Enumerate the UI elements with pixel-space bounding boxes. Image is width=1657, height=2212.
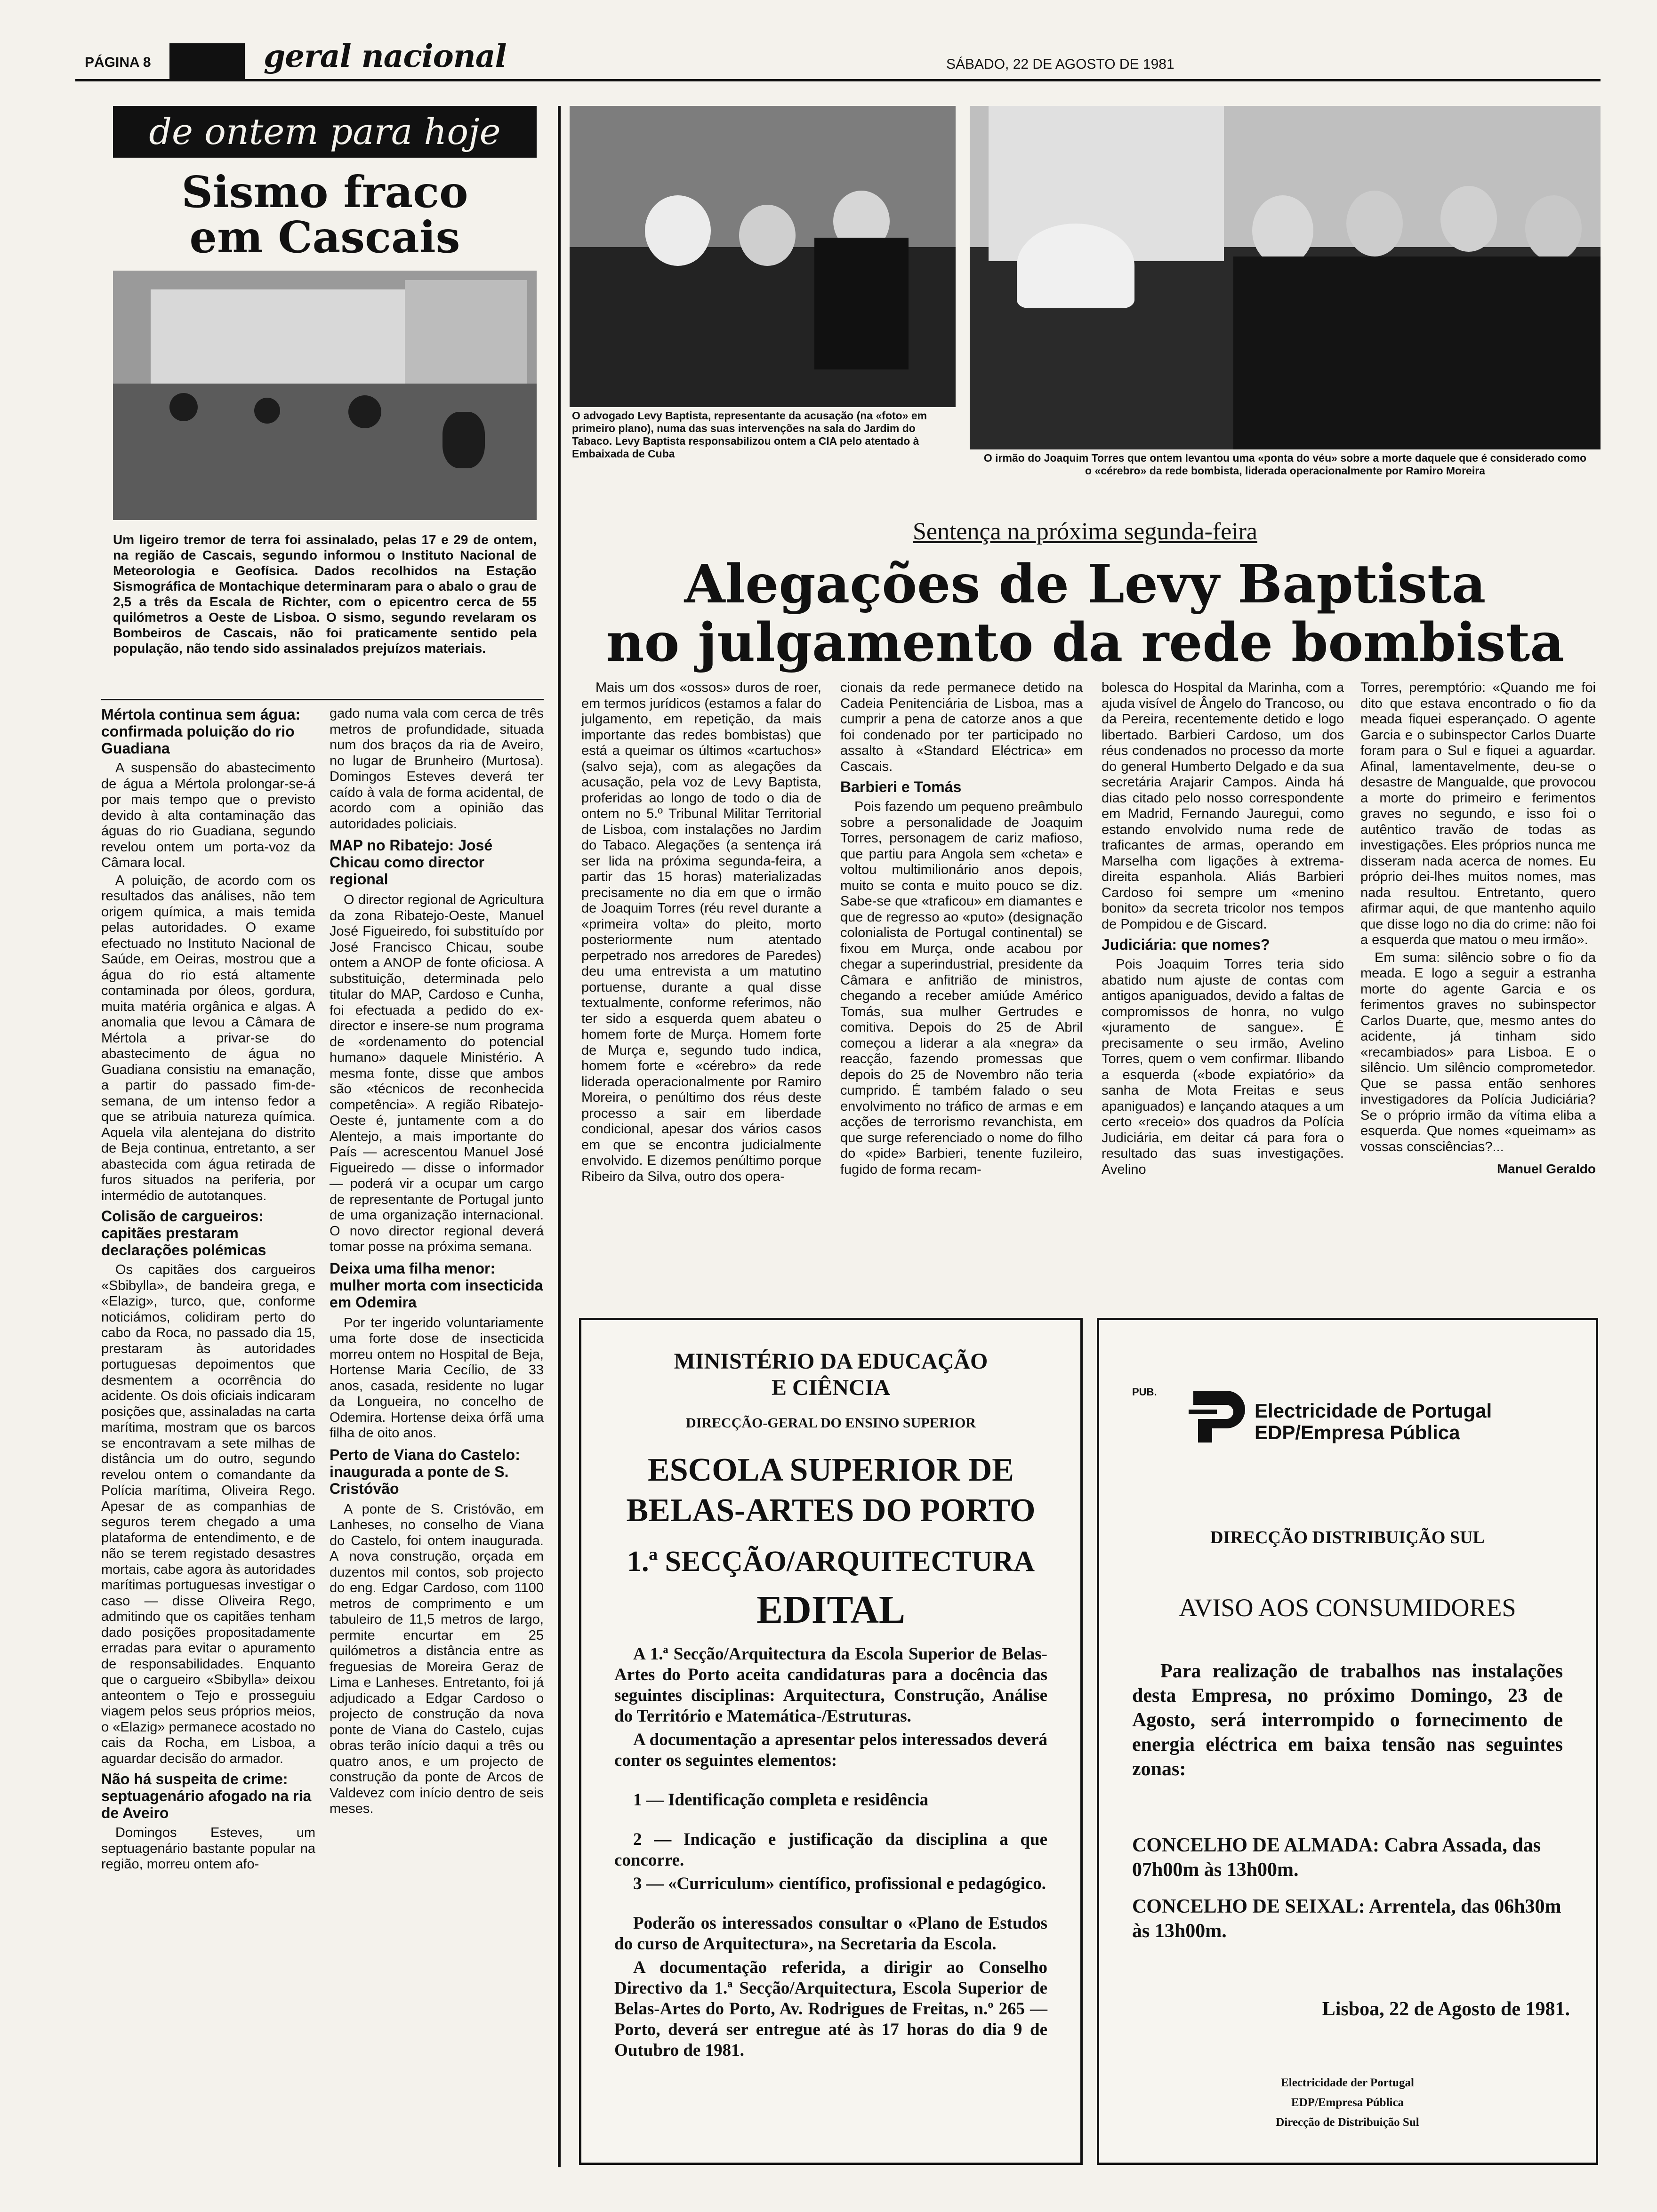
levy-col-3-top — [1102, 680, 1344, 932]
levy-col-3a: bolesca do Hospital da Marinha, com a ajuda visível de Ângelo do Trancoso, ou da Pereira, recentemente detido e logo libertado. Barbieri Cardoso, um dos réus condenados no processo da morte do general Humberto Delgado e da sua secretária Arajarir Campos. Ainda há dias citado pelo nosso correspondente em Madrid, Fernando Jauregui, como estando envolvido numa rede de traficantes de armas, operando em Marselha com ligações à extrema-direita espanhola. Aliás Barbieri Cardoso foi sempre um «menino bonito» da secreta tricolor nos tempos de Pompidou e de Giscard. — [1102, 680, 1344, 932]
levy-col-4a: Torres, peremptório: «Quando me foi dito que estava encontrado o fio da meada fiquei esperançado. O agente Garcia e o subinspector Carlos Duarte foram para o Sul e fiquei a aguardar. Afinal, lamentavelmente, deu-se o desastre de Mangualde, que provocou a morte do primeiro e ferimentos graves no segundo, e isso foi o autêntico travão de todas as investigações. Eles próprios nunca me disseram nada acerca de nomes. Eu próprio dei-lhes muitos nomes, mas nada resultou. Entretanto, quero afirmar aqui, de que mantenho aquilo que disse logo no dia do crime: não foi a esquerda que matou o meu irmão». — [1360, 680, 1596, 947]
ad-belas-artes — [579, 1318, 1083, 2165]
ad2-pub-label: PUB. — [1132, 1386, 1157, 1398]
column-banner-text: de ontem para hoje — [149, 111, 501, 152]
levy-col-2-bottom — [840, 799, 1083, 1178]
levy-col-2b: Pois fazendo um pequeno preâmbulo sobre a personalidade de Joaquim Torres, personagem de cariz mafioso, que partiu para Angola sem «cheta» e voltou multimilionário anos depois, muito se conta e muito pouco se diz. Sabe-se que «traficou» em diamantes e que de regresso ao «puto» (designação colonialista de Portugal continental) se fixou em Murça, onde acabou por chegar a superindustrial, presidente da Câmara e anfitrião de ministros, chegando a receber amiúde Américo Tomás, sua mulher Gertrudes e comitiva. Depois do 25 de Abril começou a liderar a ala «negra» da reacção, fazendo promessas que depois do 25 de Novembro não teria cumprido. É também falado o seu envolvimento no tráfico de armas e em acções de terrorismo revanchista, em que surge referenciado o nome do filho do «pide» Barbieri, tenente fuzileiro, fugido de forma recam- — [840, 799, 1083, 1177]
mertola-p1: A suspensão do abastecimento de água a Mértola prolongar-se-á por mais tempo que o previsto devido à alta contaminação das águas do rio Guadiana, segundo revelou ontem um porta-voz da Câmara local. — [101, 761, 315, 870]
middle-column — [330, 706, 544, 1819]
column-banner — [113, 106, 537, 158]
left-column — [101, 706, 315, 1875]
sismo-title-2: em Cascais — [189, 212, 460, 263]
edp-logo-icon — [1189, 1386, 1245, 1447]
ad1-p1: A 1.ª Secção/Arquitectura da Escola Superior de Belas-Artes do Porto aceita candidaturas para a docência das seguintes disciplinas: Arquitectura, Construção, Análise do Território e Matemática-/Estruturas. — [614, 1644, 1047, 1726]
header-rule — [75, 79, 1601, 81]
levy-col-2a: cionais da rede permanece detido na Cadeia Penitenciária de Lisboa, mas a cumprir a pena de catorze anos a que foi condenado por ter participado no assalto à «Standard Eléctrica» em Cascais. — [840, 680, 1083, 774]
levy-col-3-bottom — [1102, 957, 1344, 1178]
viana-p1: A ponte de S. Cristóvão, em Lanheses, no conselho de Viana do Castelo, foi ontem inaugurada. A nova construção, orçada em duzentos mil contos, sob projecto do eng. Edgar Cardoso, com 1100 metros de comprimento e um tabuleiro de 11,5 metros de largo, permite encurtar em 25 quilómetros a distância entre as freguesias de Moreira Geraz de Lima e Lanheses. Entretanto, foi já adjudicado a Edgar Cardoso o projecto de construção da nova ponte de Viana do Castelo, cujas obras terão início daqui a três ou quatro anos, e um projecto de construção da ponte de Arcos de Valdevez com início dentro de seis meses. — [330, 1501, 544, 1816]
page-label: PÁGINA 8 — [85, 55, 151, 70]
map-body — [330, 892, 544, 1255]
ad1-edital: EDITAL — [756, 1588, 905, 1632]
ad2-sig-1: Electricidade der Portugal — [1281, 2076, 1414, 2089]
ad1-ministry-1: MINISTÉRIO DA EDUCAÇÃO — [674, 1349, 988, 1374]
levy-photo — [570, 106, 956, 407]
colisao-headline: Colisão de cargueiros: capitães prestaram declarações polémicas — [101, 1208, 266, 1258]
torres-photo — [970, 106, 1601, 449]
aveiro-body — [101, 1825, 315, 1873]
ad1-direction: DIRECÇÃO-GERAL DO ENSINO SUPERIOR — [686, 1415, 976, 1431]
ad1-p2: A documentação a apresentar pelos interessados deverá conter os seguintes elementos: — [614, 1730, 1047, 1770]
viana-headline: Perto de Viana do Castelo: inaugurada a ponte de S. Cristóvão — [330, 1446, 520, 1497]
levy-col-3 — [1102, 680, 1344, 1179]
ad1-school-2: BELAS-ARTES DO PORTO — [626, 1492, 1036, 1529]
aveiro-p2: gado numa vala com cerca de três metros de profundidade, situada num dos braços da ria de Aveiro, no lugar de Brunheiro (Murtosa). Domingos Esteves deverá ter caído à vala de forma acidental, de acordo com a opinião das autoridades policiais. — [330, 706, 544, 832]
sismo-lead: Um ligeiro tremor de terra foi assinalado, pelas 17 e 29 de ontem, na região de Cascais, segundo informou o Instituto Nacional de Meteorologia e Geofísica. Dados recolhidos na Estação Sismográfica de Montachique determinaram para o abalo o grau de 2,5 a três da Escala de Richter, com o epicentro cerca de 55 quilómetros a Oeste de Lisboa. O sismo, segundo revelaram os Bombeiros de Cascais, não foi praticamente sentido pela população, não tendo sido assinalados prejuízos materiais. — [113, 532, 537, 656]
aveiro-p1: Domingos Esteves, um septuagenário bastante popular na região, morreu ontem afo- — [101, 1825, 315, 1872]
barbieri-subhead: Barbieri e Tomás — [840, 778, 962, 795]
sismo-title-1: Sismo fraco — [181, 167, 468, 217]
ad1-section: 1.ª SECÇÃO/ARQUITECTURA — [627, 1546, 1035, 1578]
sismo-headline — [113, 167, 537, 263]
levy-title-2: no julgamento da rede bombista — [606, 612, 1564, 673]
ad2-sig-2: EDP/Empresa Pública — [1291, 2096, 1404, 2109]
ad2-direction: DIRECÇÃO DISTRIBUIÇÃO SUL — [1210, 1528, 1485, 1547]
levy-byline: Manuel Geraldo — [1496, 1162, 1596, 1176]
ad2-signature — [1099, 2073, 1596, 2132]
ad1-p3: Poderão os interessados consultar o «Plano de Estudos do curso de Arquitectura», na Secretaria da Escola. — [614, 1914, 1047, 1954]
ad1-school-1: ESCOLA SUPERIOR DE — [648, 1452, 1014, 1488]
map-p1: O director regional de Agricultura da zona Ribatejo-Oeste, Manuel José Figueiredo, foi substituído por José Francisco Chicau, soube ontem a ANOP de fonte oficiosa. A substituição, determinada pelo titular do MAP, Cardoso e Cunha, foi efectuada a pedido do ex-director e insere-se num programa de «ordenamento do potencial humano» daquele Ministério. A mesma fonte, disse que ambos são «técnicos de reconhecida competência». A região Ribatejo-Oeste é, juntamente com a do Alentejo, a mais importante do País — acrescentou Manuel José Figueiredo — disse o informador — poderá vir a ocupar um cargo de representante de Portugal junto de uma organização internacional. O novo director regional deverá tomar posse na próxima semana. — [330, 892, 544, 1254]
vertical-divider — [558, 106, 561, 2167]
colisao-body — [101, 1262, 315, 1767]
viana-body — [330, 1502, 544, 1817]
ad2-zone-1: CONCELHO DE ALMADA: Cabra Assada, das 07h00m às 13h00m. — [1132, 1835, 1541, 1881]
ad2-company — [1255, 1400, 1492, 1443]
levy-col-4 — [1360, 680, 1596, 1177]
levy-col-1-text: Mais um dos «ossos» duros de roer, em termos jurídicos (estamos a falar do julgamento, em repetição, da mais importante das redes bombistas) que está a queimar os últimos «cartuchos» (salvo seja), com as alegações da acusação, pela voz de Levy Baptista, proferidas ao longo de todo o dia de ontem no 5.º Tribunal Militar Territorial de Lisboa, com instalações no Jardim do Tabaco. Alegações (a sentença irá ser lida na próxima segunda-feira, a partir das 15 horas) materializadas precisamente no dia em que o irmão de Joaquim Torres (réu revel durante a «primeira volta» do pleito, morto posteriormente num atentado perpetrado nos arredores de Paredes) deu uma entrevista a um matutino portuense, durante a qual disse textualmente, conforme referimos, não ter sido a esquerda quem abateu o homem forte de Murça. Homem forte de Murça e, segundo tudo indica, homem forte e «cérebro» da rede liderada operacionalmente por Ramiro Moreira, o penúltimo dos réus deste processo a sair em liberdade condicional, apesar dos vários casos em que se encontra judicialmente envolvido. E dizemos penúltimo porque Ribeiro da Silva, outro dos opera- — [581, 680, 821, 1184]
ad2-zone-2: CONCELHO DE SEIXAL: Arrentela, das 06h30m às 13h00m. — [1132, 1896, 1561, 1942]
aveiro-cont — [330, 706, 544, 832]
ad1-item-1: 1 — Identificação completa e residência — [633, 1790, 929, 1810]
colisao-p1: Os capitães dos cargueiros «Sbibylla», de bandeira grega, e «Elazig», turco, que, conforme noticiámos, colidiram perto do cabo da Roca, no passado dia 15, prestaram às autoridades portuguesas depoimentos que desmentem a ocorrência do acidente. Os dois oficiais indicaram posições que, assinaladas na carta marítima, mostram que os barcos se encontravam a sete milhas de distância um do outro, segundo revelou ontem o comandante da Polícia marítima, Oliveira Rego. Apesar de as companhias de seguros terem chegado a uma plataforma de entendimento, e de não se terem registado desastres mortais, cabe agora às autoridades marítimas portuguesas investigar o caso — disse Oliveira Rego, admitindo que os capitães tenham dado posições propositadamente erradas para evitar o apuramento de responsabilidades. Enquanto que o cargueiro «Sbibylla» deixou anteontem o Tejo e prosseguiu viagem pelos seus próprios meios, o «Elazig» permanece acostado no cais da Rocha, em Lisboa, a aguardar decisão do armador. — [101, 1262, 315, 1766]
aveiro-headline: Não há suspeita de crime: septuagenário afogado na ria de Aveiro — [101, 1771, 312, 1821]
ad1-school — [581, 1450, 1080, 1531]
mertola-headline: Mértola continua sem água: confirmada poluição do rio Guadiana — [101, 706, 301, 757]
odemira-headline: Deixa uma filha menor: mulher morta com insecticida em Odemira — [330, 1259, 543, 1311]
page-date: SÁBADO, 22 DE AGOSTO DE 1981 — [946, 56, 1174, 72]
levy-kicker: Sentença na próxima segunda-feira — [912, 518, 1257, 545]
sismo-photo — [113, 271, 537, 520]
mertola-p2: A poluição, de acordo com os resultados das análises, não tem origem química, a mais temida pelas autoridades. O exame efectuado no Instituto Nacional de Saúde, em Oeiras, mostrou que a água do rio está altamente contaminada por óleos, gordura, muita matéria orgânica e algas. A anomalia que levou a Câmara de Mértola a privar-se do abastecimento de água no Guadiana consistiu na emanação, a partir do passado fim-de-semana, de um intenso fedor a que se atribuia natureza química. Aquela vila alentejana do distrito de Beja continua, entretanto, a ser abastecida com água retirada de furos situados na periferia, por intermédio de autotanques. — [101, 873, 315, 1203]
levy-col-4-body — [1360, 680, 1596, 1155]
levy-title-1: Alegações de Levy Baptista — [684, 553, 1486, 615]
page-number-block — [169, 43, 245, 81]
ad1-body — [581, 1633, 1080, 2061]
map-headline: MAP no Ribatejo: José Chicau como director regional — [330, 837, 493, 888]
ad2-company-2: EDP/Empresa Pública — [1255, 1421, 1460, 1443]
torres-photo-caption: O irmão do Joaquim Torres que ontem levantou uma «ponta do véu» sobre a morte daquele que é considerado como o «cérebro» da rede bombista, liderada operacionalmente por Ramiro Moreira — [983, 452, 1587, 477]
levy-col-3b: Pois Joaquim Torres teria sido abatido num ajuste de contas com antigos apaniguados, devido a faltas de compromissos de honra, no vulgo «juramento de sangue». É precisamente o seu irmão, Avelino Torres, quem o vem confirmar. Ilibando a esquerda («bode expiatório» da sanha de Mota Freitas e seus apaniguados) e lançando ataques a um certo «receio» dos quadros da Polícia Judiciária, em deitar cá para fora o resultado das suas investigações. Avelino — [1102, 957, 1344, 1177]
ad-edp — [1097, 1318, 1598, 2165]
levy-col-2 — [840, 680, 1083, 1179]
levy-photo-caption: O advogado Levy Baptista, representante da acusação (na «foto» em primeiro plano), numa das suas intervenções na sala do Jardim do Tabaco. Levy Baptista responsabilizou ontem a CIA pelo atentado à Embaixada de Cuba — [572, 409, 927, 460]
section-title: geral nacional — [264, 38, 507, 74]
levy-col-1 — [581, 680, 821, 1186]
ad1-item-2: 2 — Indicação e justificação da disciplina a que concorre. — [614, 1830, 1047, 1870]
levy-col-2-top — [840, 680, 1083, 775]
ad1-p4: A documentação referida, a dirigir ao Conselho Directivo da 1.ª Secção/Arquitectura, Escola Superior de Belas-Artes do Porto, Av. Rodrigues de Freitas, n.º 265 — Porto, deverá ser entregue até às 17 horas do dia 9 de Outubro de 1981. — [614, 1958, 1047, 2060]
levy-headline — [570, 555, 1601, 672]
odemira-p1: Por ter ingerido voluntariamente uma forte dose de insecticida morreu ontem no Hospital de Beja, Hortense Maria Cecílio, de 33 anos, casada, residente no lugar da Longueira, no concelho de Odemira. Hortense deixa órfã uma filha de oito anos. — [330, 1315, 544, 1441]
ad2-title: AVISO AOS CONSUMIDORES — [1179, 1594, 1516, 1622]
ad1-ministry — [581, 1348, 1080, 1401]
ad2-company-1: Electricidade de Portugal — [1255, 1400, 1492, 1422]
ad2-sig-3: Direcção de Distribuição Sul — [1276, 2116, 1419, 2129]
mertola-body — [101, 761, 315, 1204]
levy-col-4b: Em suma: silêncio sobre o fio da meada. E logo a seguir a estranha morte do agente Garcia e os ferimentos graves no subinspector Carlos Duarte, que, mesmo antes do acidente, já tinham sido «recambiados» para Lisboa. E o silêncio. Um silêncio comprometedor. Que se passa então senhores investigadores da Polícia Judiciária? Se o próprio irmão da vítima eliba a esquerda. Que nomes «queimam» as vossas consciências?... — [1360, 950, 1596, 1154]
odemira-body — [330, 1315, 544, 1442]
ad2-body: Para realização de trabalhos nas instalações desta Empresa, no próximo Domingo, 23 de Agosto, será interrompido o fornecimento de energia eléctrica em baixa tensão nas seguintes zonas: — [1132, 1660, 1563, 1780]
ad2-date: Lisboa, 22 de Agosto de 1981. — [1322, 1998, 1570, 2020]
judiciaria-subhead: Judiciária: que nomes? — [1102, 936, 1270, 953]
ad1-ministry-2: E CIÊNCIA — [771, 1375, 891, 1400]
ad1-item-3: 3 — «Curriculum» científico, profissional e pedagógico. — [633, 1874, 1046, 1893]
left-section-rule — [101, 699, 544, 700]
